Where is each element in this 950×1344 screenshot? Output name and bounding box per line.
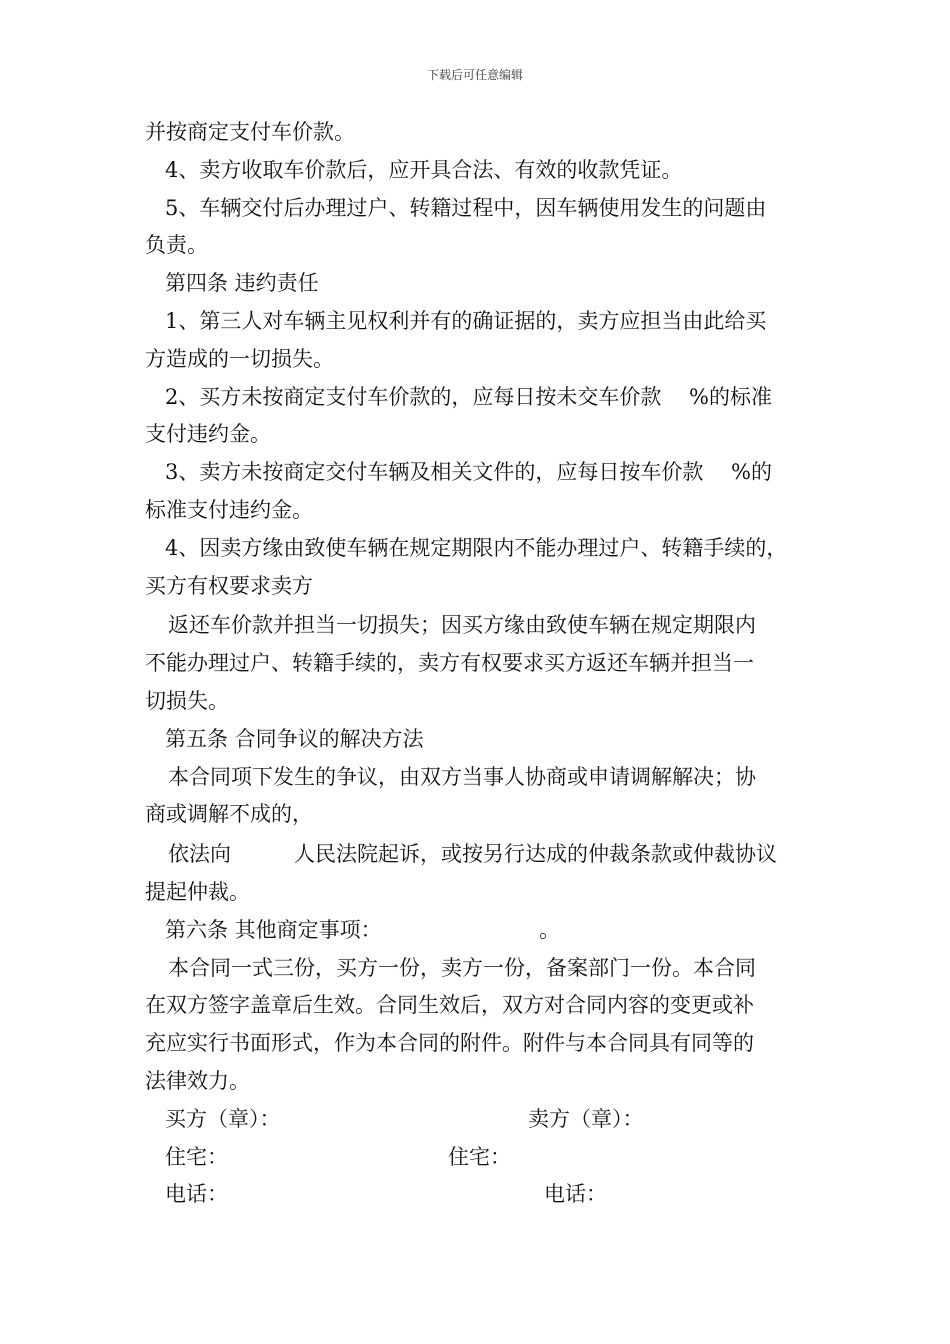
- paragraph-line: 并按商定支付车价款。: [145, 120, 355, 144]
- seller-address-label: 住宅：: [448, 1144, 511, 1169]
- paragraph-line: 4、卖方收取车价款后，应开具合法、有效的收款凭证。: [165, 157, 683, 182]
- paragraph-line: 依法向 人民法院起诉，或按另行达成的仲裁条款或仲裁协议: [168, 842, 777, 867]
- seller-seal-label: 卖方（章）：: [528, 1106, 644, 1131]
- section-heading: 第四条 违约责任: [165, 271, 319, 296]
- paragraph-line: 不能办理过户、转籍手续的，卖方有权要求买方返还车辆并担当一: [145, 651, 754, 676]
- signature-row-phone: [145, 1176, 810, 1214]
- section-heading: 第六条 其他商定事项： 。: [165, 917, 561, 942]
- paragraph-line: 4、因卖方缘由致使车辆在规定期限内不能办理过户、转籍手续的，: [165, 535, 788, 560]
- paragraph-line: 本合同一式三份，买方一份，卖方一份，备案部门一份。本合同: [168, 955, 756, 980]
- paragraph-line: 标准支付违约金。: [145, 497, 313, 522]
- section-heading: 第五条 合同争议的解决方法: [165, 726, 424, 751]
- paragraph-line: 负责。: [145, 233, 208, 258]
- paragraph-line: 支付违约金。: [145, 422, 271, 447]
- signature-row-seal: [145, 1101, 810, 1139]
- page-header-note: 下载后可任意编辑: [426, 68, 523, 82]
- paragraph-line: 买方有权要求卖方: [145, 573, 313, 598]
- buyer-phone-label: 电话：: [165, 1182, 228, 1207]
- signature-row-address: [145, 1139, 810, 1177]
- buyer-address-label: 住宅：: [165, 1144, 228, 1169]
- paragraph-line: 5、车辆交付后办理过户、转籍过程中，因车辆使用发生的问题由: [165, 195, 767, 220]
- contract-body: [145, 114, 810, 1214]
- paragraph-line: 充应实行书面形式，作为本合同的附件。附件与本合同具有同等的: [145, 1031, 754, 1056]
- paragraph-line: 2、买方未按商定支付车价款的，应每日按未交车价款 %的标准: [165, 384, 772, 409]
- paragraph-line: 切损失。: [145, 688, 229, 713]
- paragraph-line: 1、第三人对车辆主见权利并有的确证据的，卖方应担当由此给买: [165, 308, 767, 333]
- paragraph-line: 本合同项下发生的争议，由双方当事人协商或申请调解解决；协: [168, 764, 756, 789]
- paragraph-line: 法律效力。: [145, 1068, 250, 1093]
- seller-phone-label: 电话：: [544, 1182, 607, 1207]
- paragraph-line: 返还车价款并担当一切损失；因买方缘由致使车辆在规定期限内: [168, 613, 756, 638]
- paragraph-line: 在双方签字盖章后生效。合同生效后，双方对合同内容的变更或补: [145, 993, 754, 1018]
- paragraph-line: 提起仲裁。: [145, 879, 250, 904]
- paragraph-line: 方造成的一切损失。: [145, 346, 334, 371]
- paragraph-line: 3、卖方未按商定交付车辆及相关文件的，应每日按车价款 %的: [165, 460, 772, 485]
- paragraph-line: 商或调解不成的，: [145, 802, 313, 827]
- buyer-seal-label: 买方（章）：: [165, 1106, 281, 1131]
